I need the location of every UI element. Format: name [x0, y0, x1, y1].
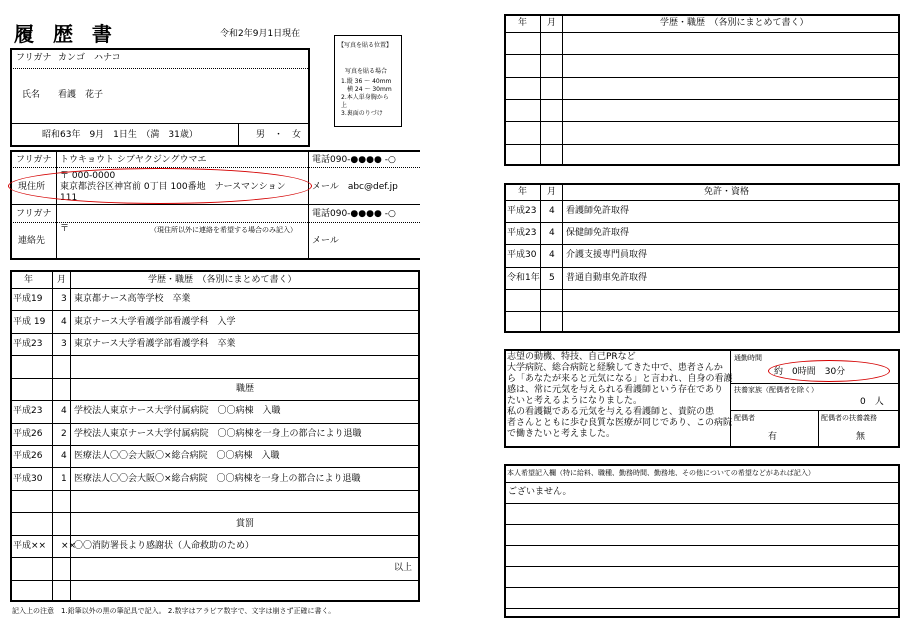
history-year: 平成26	[13, 451, 43, 462]
license-year: 平成23	[507, 228, 537, 239]
photo-line: 3.裏面のりづけ	[341, 110, 383, 117]
spouse-value: 有	[768, 432, 778, 442]
history-text: 学校法人東京ナース大学付属病院 〇〇病棟 入職	[74, 406, 281, 417]
history-text: 職歴	[236, 383, 255, 394]
footer-note: 記入上の注意 1.鉛筆以外の黒の筆記具で記入。 2.数字はアラビア数字で、文字は崩さず正確に書く。	[12, 607, 336, 615]
history-text: 医療法人〇〇会大阪〇×総合病院 〇〇病棟 入職	[74, 451, 280, 462]
spouse-support-value: 無	[856, 432, 866, 442]
right-history-month-header: 月	[547, 18, 557, 28]
history-year: 平成23	[13, 406, 43, 417]
history-text: 東京都ナース高等学校 卒業	[74, 294, 191, 305]
furigana-value: カンゴ ハナコ	[58, 53, 121, 63]
address-email: メール abc@def.jp	[312, 182, 398, 192]
license-text: 看護師免許取得	[566, 206, 630, 217]
history-text: 〇〇消防署長より感謝状（人命救助のため）	[74, 540, 255, 551]
license-month: 4	[549, 228, 555, 239]
address-highlight-oval	[8, 168, 312, 204]
history-year: 平成19	[13, 294, 43, 305]
history-text: 賞罰	[236, 518, 255, 529]
history-month: 2	[61, 428, 67, 439]
name-value: 看護 花子	[58, 90, 104, 100]
history-month: 3	[61, 339, 67, 350]
history-month-header: 月	[57, 275, 67, 285]
photo-line: 横 24 ～ 30mm	[341, 86, 392, 93]
motivation-line: たいと考えるようになりました。	[507, 396, 643, 406]
commute-label: 通勤時間	[734, 354, 762, 362]
photo-title: 【写真を貼る位置】	[338, 42, 393, 49]
address-phone: 電話090-●●●● -○	[312, 155, 396, 165]
photo-line: 上	[341, 102, 348, 109]
history-year-header: 年	[24, 275, 34, 285]
history-text: 東京ナース大学看護学部看護学科 卒業	[74, 339, 236, 350]
dependents-value: 0 人	[860, 397, 884, 407]
history-month: 4	[61, 451, 67, 462]
right-history-heading: 学歴・職歴 （各別にまとめて書く）	[660, 18, 809, 28]
wishes-heading: 本人希望記入欄（特に給料、職種、勤務時間、勤務地、その他についての希望などがあれば記入）	[507, 469, 815, 477]
address-line2: 111	[60, 193, 78, 203]
spouse-support-label: 配偶者の扶養義務	[821, 414, 877, 422]
licenses-heading: 免許・資格	[704, 187, 750, 197]
photo-line: 2.本人単身胸から	[341, 94, 389, 101]
history-heading: 学歴・職歴 （各別にまとめて書く）	[148, 275, 297, 285]
license-year: 平成23	[507, 206, 537, 217]
license-year: 平成30	[507, 250, 537, 261]
commute-value: 約 0時間 30分	[774, 367, 846, 377]
address-postal: 〒 000-0000	[60, 171, 116, 181]
dependents-label: 扶養家族（配偶者を除く）	[734, 386, 818, 394]
spouse-label: 配偶者	[734, 414, 755, 422]
address-line: 東京都渋谷区神宮前 0丁目 100番地 ナースマンション	[60, 182, 286, 192]
licenses-month-header: 月	[547, 187, 557, 197]
history-month: 4	[61, 406, 67, 417]
licenses-year-header: 年	[518, 187, 528, 197]
license-year: 令和1年	[507, 272, 540, 283]
furigana-label: フリガナ	[16, 53, 52, 63]
history-text: 以上	[394, 563, 413, 574]
contact-postal: 〒	[60, 224, 70, 234]
contact-note: （現住所以外に連絡を希望する場合のみ記入）	[150, 226, 297, 234]
address-furigana-label: フリガナ	[16, 155, 52, 165]
address-furigana-value: トウキョウト シブヤクジングウマエ	[60, 155, 207, 165]
history-year: 平成 19	[13, 316, 46, 327]
motivation-line: ら「あなたが来ると元気になる」と言われ、自身の看護	[507, 374, 733, 384]
photo-line: 1.縦 36 ～ 40mm	[341, 78, 392, 85]
history-month: 1	[61, 473, 67, 484]
motivation-heading: 志望の動機、特技、自己PRなど	[507, 352, 636, 362]
contact-furigana-label: フリガナ	[16, 209, 52, 219]
license-text: 介護支援専門員取得	[566, 250, 648, 261]
address-label: 現住所	[18, 182, 46, 192]
motivation-line: 者さんとともに歩む良質な医療が同じであり、この病院	[507, 418, 733, 428]
history-month: 3	[61, 294, 67, 305]
history-year: 平成23	[13, 339, 43, 350]
history-year: 平成30	[13, 473, 43, 484]
commute-highlight-oval	[768, 360, 890, 382]
name-label: 氏名	[22, 90, 41, 100]
history-year: 平成26	[13, 428, 43, 439]
history-text: 医療法人〇〇会大阪〇×総合病院 〇〇病棟を一身上の都合により退職	[74, 473, 361, 484]
history-text: 東京ナース大学看護学部看護学科 入学	[74, 316, 236, 327]
birth-date: 昭和63年 9月 1日生 （満 31歳）	[42, 130, 198, 140]
motivation-line: で働きたいと考えました。	[507, 429, 616, 439]
right-history-year-header: 年	[518, 18, 528, 28]
history-month: ××	[61, 540, 77, 551]
wishes-text: ございません。	[508, 487, 572, 497]
photo-area	[334, 35, 402, 127]
gender: 男 ・ 女	[256, 130, 302, 140]
contact-label: 連絡先	[18, 236, 46, 246]
license-text: 普通自動車免許取得	[566, 272, 648, 283]
motivation-line: 私の看護観である元気を与える看護師と、貴院の患	[507, 407, 715, 417]
motivation-line: 大学病院、総合病院と経験してきた中で、患者さんか	[507, 363, 723, 373]
photo-line: 写真を貼る場合	[345, 68, 388, 75]
license-month: 4	[549, 206, 555, 217]
license-month: 5	[549, 272, 555, 283]
license-month: 4	[549, 250, 555, 261]
document-title: 履 歴 書	[14, 22, 118, 46]
license-text: 保健師免許取得	[566, 228, 630, 239]
history-text: 学校法人東京ナース大学付属病院 〇〇病棟を一身上の都合により退職	[74, 428, 362, 439]
contact-phone: 電話090-●●●● -○	[312, 209, 396, 219]
history-month: 4	[61, 316, 67, 327]
contact-email: メール	[312, 236, 339, 246]
document-date: 令和2年9月1日現在	[220, 29, 301, 39]
history-year: 平成××	[13, 540, 47, 551]
motivation-line: 感は、常に元気を与えられる看護師という存在であり	[507, 385, 724, 395]
